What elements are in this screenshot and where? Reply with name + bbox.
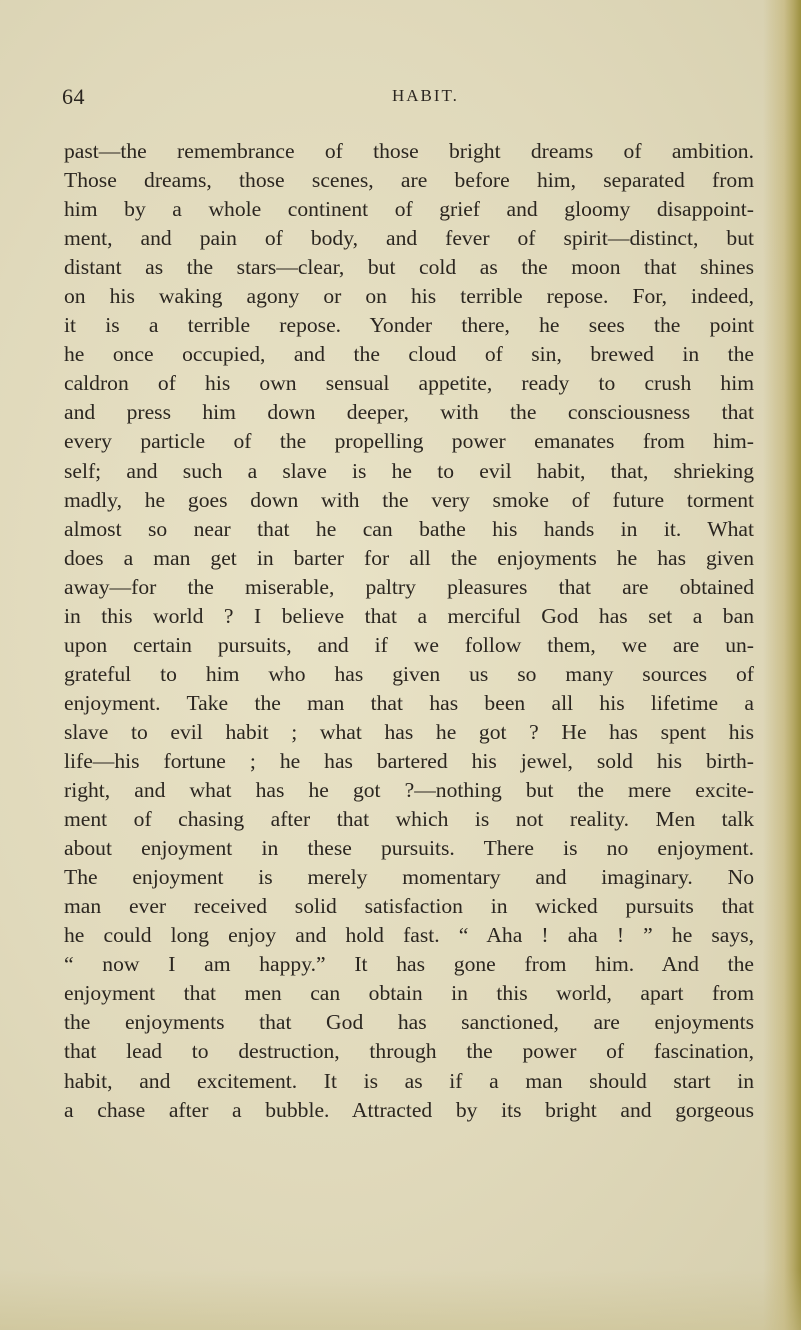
text-line: right, and what has he got ?—nothing but the mere excite- xyxy=(64,778,754,803)
text-line: madly, he goes down with the very smoke of future torment xyxy=(64,487,754,512)
text-line: that lead to destruction, through the power of fascination, xyxy=(64,1039,754,1064)
text-line: enjoyment that men can obtain in this world, apart from xyxy=(64,981,754,1006)
text-line: in this world ? I believe that a merciful God has set a ban xyxy=(64,603,754,628)
text-line: it is a terrible repose. Yonder there, he sees the point xyxy=(64,313,754,338)
text-line: self; and such a slave is he to evil habit, that, shrieking xyxy=(64,458,754,483)
text-line: ment, and pain of body, and fever of spirit—distinct, but xyxy=(64,226,754,251)
body-text xyxy=(64,137,754,1125)
text-line: The enjoyment is merely momentary and imaginary. No xyxy=(64,865,754,890)
text-line: habit, and excitement. It is as if a man should start in xyxy=(64,1068,754,1093)
running-title: HABIT. xyxy=(392,86,459,105)
text-line: distant as the stars—clear, but cold as the moon that shines xyxy=(64,255,754,280)
page-bottom-shade xyxy=(0,1270,801,1330)
text-line: he could long enjoy and hold fast. “ Aha ! aha ! ” he says, xyxy=(64,923,754,948)
text-line: slave to evil habit ; what has he got ? He has spent his xyxy=(64,719,754,744)
text-line: the enjoyments that God has sanctioned, are enjoyments xyxy=(64,1010,754,1035)
text-line: caldron of his own sensual appetite, ready to crush him xyxy=(64,371,754,396)
text-line: Those dreams, those scenes, are before him, separated from xyxy=(64,168,754,193)
text-line: every particle of the propelling power emanates from him- xyxy=(64,429,754,454)
text-line: a chase after a bubble. Attracted by its bright and gorgeous xyxy=(64,1097,754,1122)
text-line: man ever received solid satisfaction in wicked pursuits that xyxy=(64,894,754,919)
text-line: and press him down deeper, with the consciousness that xyxy=(64,400,754,425)
text-line: “ now I am happy.” It has gone from him. And the xyxy=(64,952,754,977)
text-line: ment of chasing after that which is not reality. Men talk xyxy=(64,807,754,832)
text-line: him by a whole continent of grief and gloomy disappoint- xyxy=(64,197,754,222)
text-line: upon certain pursuits, and if we follow them, we are un- xyxy=(64,632,754,657)
text-line: grateful to him who has given us so many sources of xyxy=(64,661,754,686)
text-line: about enjoyment in these pursuits. There is no enjoyment. xyxy=(64,836,754,861)
page-number: 64 xyxy=(62,84,85,109)
page-edge-shadow xyxy=(763,0,801,1330)
text-line: does a man get in barter for all the enjoyments he has given xyxy=(64,545,754,570)
text-line: away—for the miserable, paltry pleasures that are obtained xyxy=(64,574,754,599)
text-line: on his waking agony or on his terrible repose. For, indeed, xyxy=(64,284,754,309)
text-line: almost so near that he can bathe his hands in it. What xyxy=(64,516,754,541)
text-line: life—his fortune ; he has bartered his jewel, sold his birth- xyxy=(64,748,754,773)
running-head xyxy=(62,84,672,110)
text-line: he once occupied, and the cloud of sin, brewed in the xyxy=(64,342,754,367)
text-line: enjoyment. Take the man that has been all his lifetime a xyxy=(64,690,754,715)
text-line: past—the remembrance of those bright dreams of ambition. xyxy=(64,139,754,163)
